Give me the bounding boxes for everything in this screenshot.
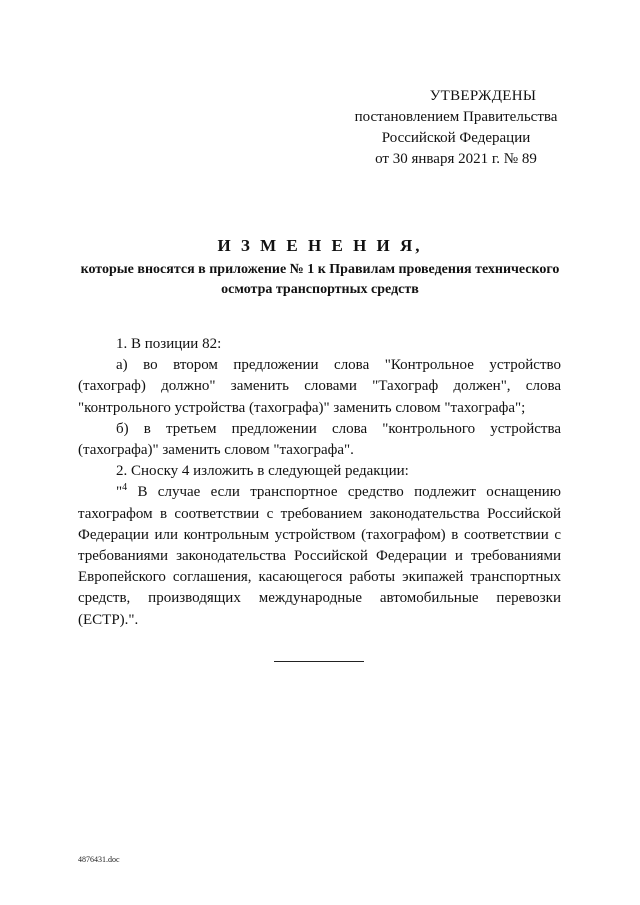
document-title: И З М Е Н Е Н И Я, [217, 236, 423, 255]
approval-date-number: от 30 января 2021 г. № 89 [375, 151, 537, 167]
approval-stamp-label: УТВЕРЖДЕНЫ [429, 88, 537, 104]
document-file-id: 4876431.doc [78, 855, 120, 864]
footnote-mark: 4 [122, 482, 128, 494]
document-subtitle: которые вносятся в приложение № 1 к Правилам проведения технического осмотра транспортных средств [80, 262, 560, 297]
approval-government: Российской Федерации [381, 130, 531, 146]
paragraph-item-1b: б) в третьем предложении слова "контрольного устройства (тахографа)" заменить словом "тахографа". [78, 420, 561, 459]
paragraph-footnote-4 [78, 482, 561, 630]
footnote-text: В случае если транспортное средство подлежит оснащению тахографом в соответствии с требованием законодательства Российской Федерации или контрольным устройством (тахографом) в соответствии с требованиями законодательства Российской Федерации и требованиями Европейского соглашения, касающегося работы экипажей транспортных средств, производящих международные автомобильные перевозки (ЕСТР).". [78, 484, 561, 628]
paragraph-item-1a: а) во втором предложении слова "Контрольное устройство (тахограф) должно" заменить словами "Тахограф должен", слова "контрольного устройства (тахографа)" заменить словом "тахографа"; [78, 357, 561, 416]
paragraph-item-2: 2. Сноску 4 изложить в следующей редакции: [116, 463, 409, 480]
approval-authority: постановлением Правительства [354, 109, 558, 125]
paragraph-item-1: 1. В позиции 82: [116, 336, 222, 352]
end-divider [274, 661, 364, 662]
document-body [78, 334, 561, 631]
approval-block [338, 86, 574, 170]
footnote-open-quote: " [116, 484, 123, 501]
